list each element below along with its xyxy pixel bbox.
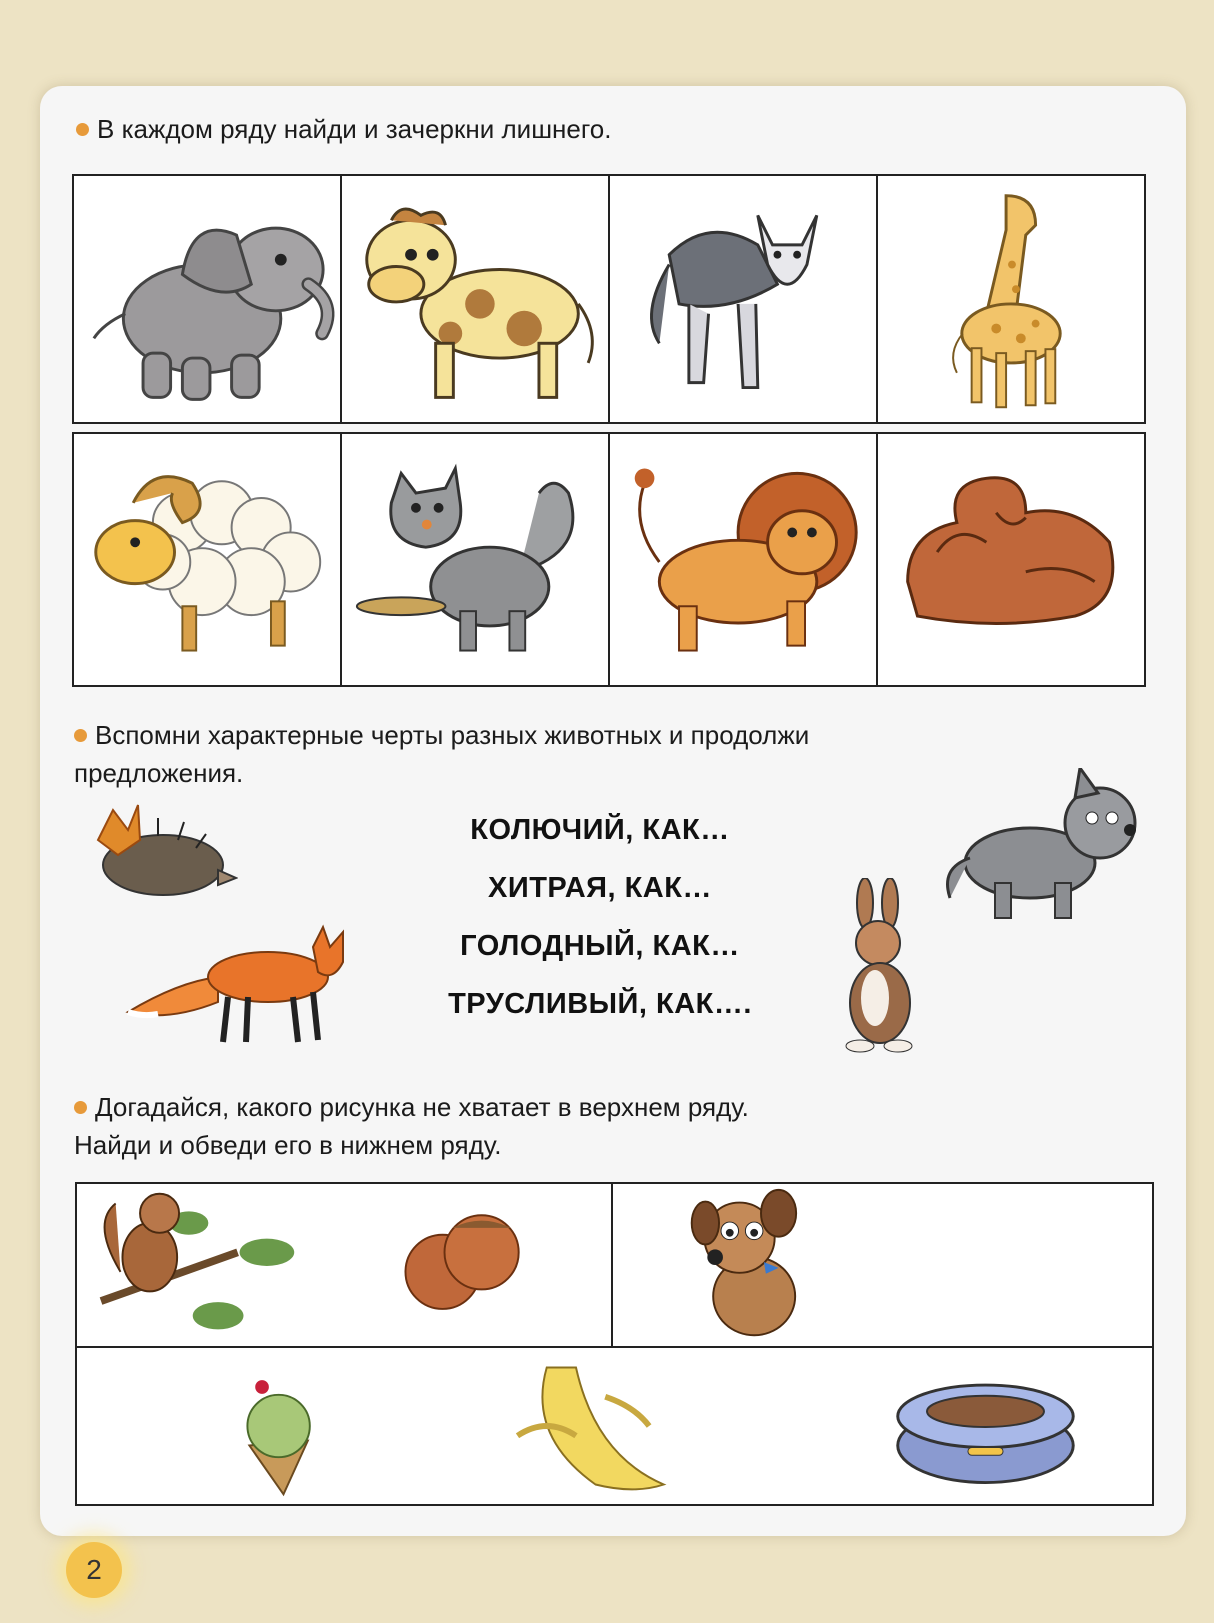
phrase-cunning: ХИТРАЯ, КАК… [488,872,712,904]
ram-icon [74,434,340,685]
cell-ram[interactable] [72,432,342,687]
fox-picture [118,922,358,1052]
task2-instruction-line2: предложения. [74,758,244,788]
task1-instruction-text: В каждом ряду найди и зачеркни лишнего. [97,114,612,144]
cell-options-row [75,1346,1154,1506]
cell-giraffe[interactable] [876,174,1146,424]
cow-icon [342,176,608,422]
hedgehog-picture [78,800,238,900]
squirrel-nuts-picture [77,1184,611,1346]
phrase-prickly: КОЛЮЧИЙ, КАК… [470,814,730,846]
puppy-icon [613,1184,1152,1346]
page-number-badge: 2 [66,1542,122,1598]
squirrel-icon [101,1194,294,1330]
hare-picture [830,878,930,1058]
phrase-cowardly: ТРУСЛИВЫЙ, КАК…. [448,988,752,1020]
cell-lion[interactable] [608,432,878,687]
cell-dog[interactable] [876,432,1146,687]
hare-icon [830,878,930,1058]
cell-elephant[interactable] [72,174,342,424]
banana-icon [517,1368,663,1490]
dog-icon [878,434,1144,685]
task1-instruction [76,110,611,148]
cell-puppy [611,1182,1154,1348]
fox-icon [118,922,358,1052]
dog-bowl-icon [898,1385,1074,1483]
cat-icon [342,434,608,685]
wolf-cub-picture [940,768,1150,928]
cell-wolf[interactable] [608,174,878,424]
cell-cow[interactable] [340,174,610,424]
cell-squirrel-nuts [75,1182,613,1348]
nuts-icon [405,1215,518,1309]
wolf-icon [610,176,876,422]
task2-instruction-line1: Вспомни характерные черты разных животных и продолжи [95,720,810,750]
wolf-icon [940,768,1150,928]
lion-icon [610,434,876,685]
options-row-picture [77,1348,1152,1504]
task3-instruction-line1: Догадайся, какого рисунка не хватает в верхнем ряду. [95,1092,749,1122]
cell-cat[interactable] [340,432,610,687]
elephant-icon [74,176,340,422]
hedgehog-icon [78,800,238,900]
task3-instruction [74,1088,1154,1164]
giraffe-icon [878,176,1144,422]
ice-cream-icon [247,1380,309,1494]
task3-instruction-line2: Найди и обведи его в нижнем ряду. [74,1130,502,1160]
phrase-hungry: ГОЛОДНЫЙ, КАК… [460,930,740,962]
bullet-icon [74,1101,87,1114]
bullet-icon [74,729,87,742]
bullet-icon [76,123,89,136]
